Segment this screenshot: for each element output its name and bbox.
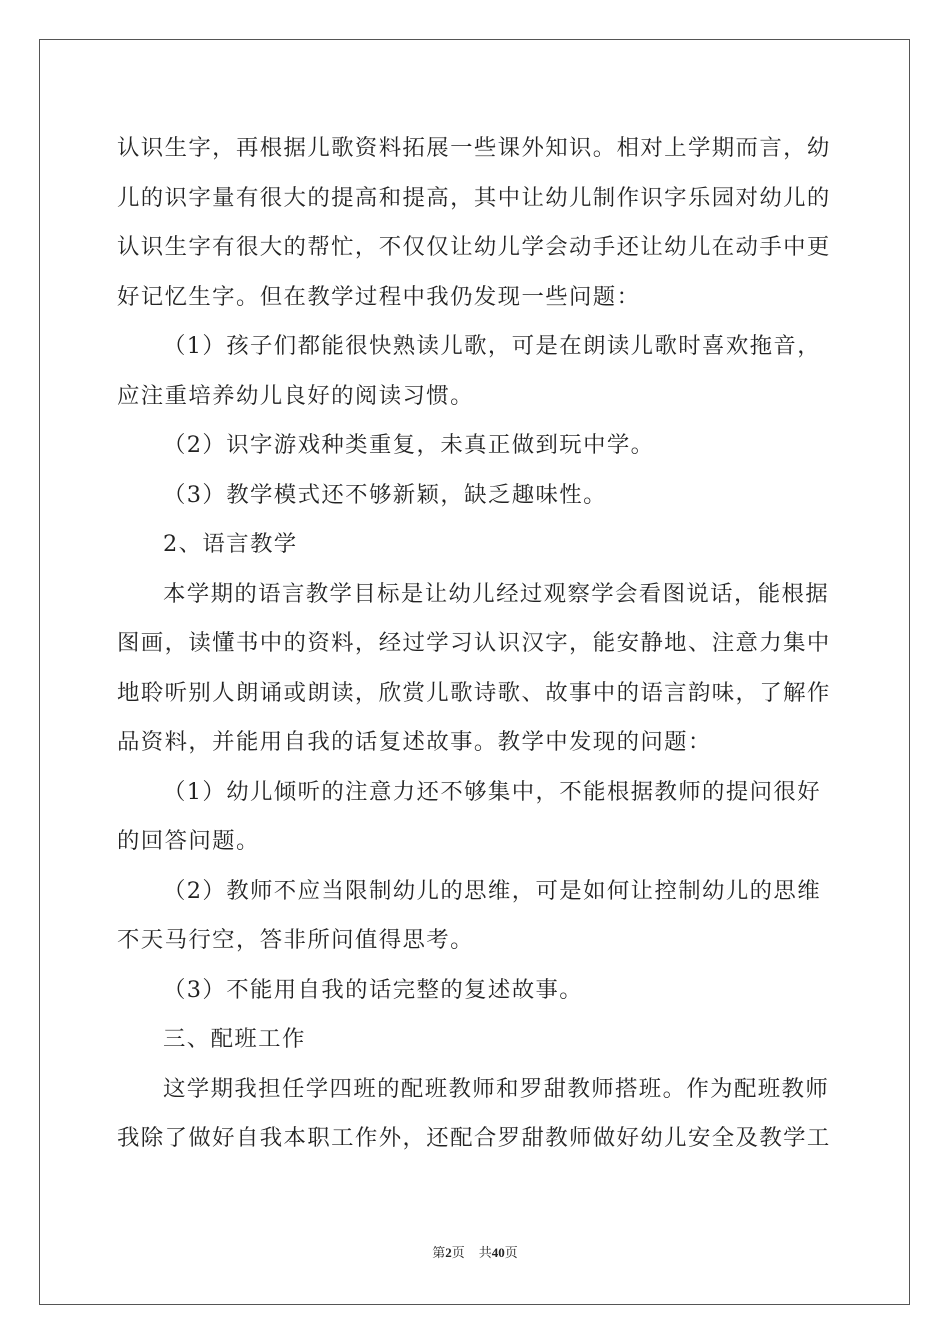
text-line: （3）不能用自我的话完整的复述故事。 <box>163 976 584 1003</box>
text-line: 图画，读懂书中的资料，经过学习认识汉字，能安静地、注意力集中 <box>117 630 831 656</box>
footer-total-prefix: 共 <box>478 1246 492 1261</box>
footer-page-prefix: 第 <box>432 1246 446 1261</box>
text-line: （2）识字游戏种类重复，未真正做到玩中学。 <box>163 432 655 458</box>
text-line: （1）幼儿倾听的注意力还不够集中，不能根据教师的提问很好 <box>163 778 821 805</box>
footer-page-current: 2 <box>445 1245 452 1260</box>
text-line: 三、配班工作 <box>163 1026 306 1052</box>
text-line: （1）孩子们都能很快熟读儿歌，可是在朗读儿歌时喜欢拖音， <box>163 333 821 359</box>
text-line: 品资料，并能用自我的话复述故事。教学中发现的问题： <box>117 729 712 755</box>
footer-page-unit: 页 <box>451 1246 465 1261</box>
document-body <box>117 124 833 1164</box>
text-line: 地聆听别人朗诵或朗读，欣赏儿歌诗歌、故事中的语言韵味，了解作 <box>117 679 831 706</box>
footer-total-unit: 页 <box>504 1246 518 1261</box>
text-line: 认识生字，再根据儿歌资料拓展一些课外知识。相对上学期而言，幼 <box>117 135 831 161</box>
text-line: 的回答问题。 <box>117 828 260 854</box>
text-line: 不天马行空，答非所问值得思考。 <box>117 927 474 953</box>
text-line: 好记忆生字。但在教学过程中我仍发现一些问题： <box>117 283 641 310</box>
page-footer <box>0 1242 950 1261</box>
text-line: 应注重培养幼儿良好的阅读习惯。 <box>117 382 474 409</box>
text-line: 我除了做好自我本职工作外，还配合罗甜教师做好幼儿安全及教学工 <box>117 1125 831 1151</box>
text-line: 2、语言教学 <box>163 531 298 557</box>
text-line: （3）教学模式还不够新颖，缺乏趣味性。 <box>163 481 607 508</box>
text-line: 认识生字有很大的帮忙，不仅仅让幼儿学会动手还让幼儿在动手中更 <box>117 234 831 260</box>
text-line: 儿的识字量有很大的提高和提高，其中让幼儿制作识字乐园对幼儿的 <box>117 184 831 211</box>
text-line: 本学期的语言教学目标是让幼儿经过观察学会看图说话，能根据 <box>163 580 830 607</box>
footer-page-total: 40 <box>491 1245 505 1260</box>
text-line: （2）教师不应当限制幼儿的思维，可是如何让控制幼儿的思维 <box>163 877 821 904</box>
text-line: 这学期我担任学四班的配班教师和罗甜教师搭班。作为配班教师 <box>163 1075 830 1102</box>
